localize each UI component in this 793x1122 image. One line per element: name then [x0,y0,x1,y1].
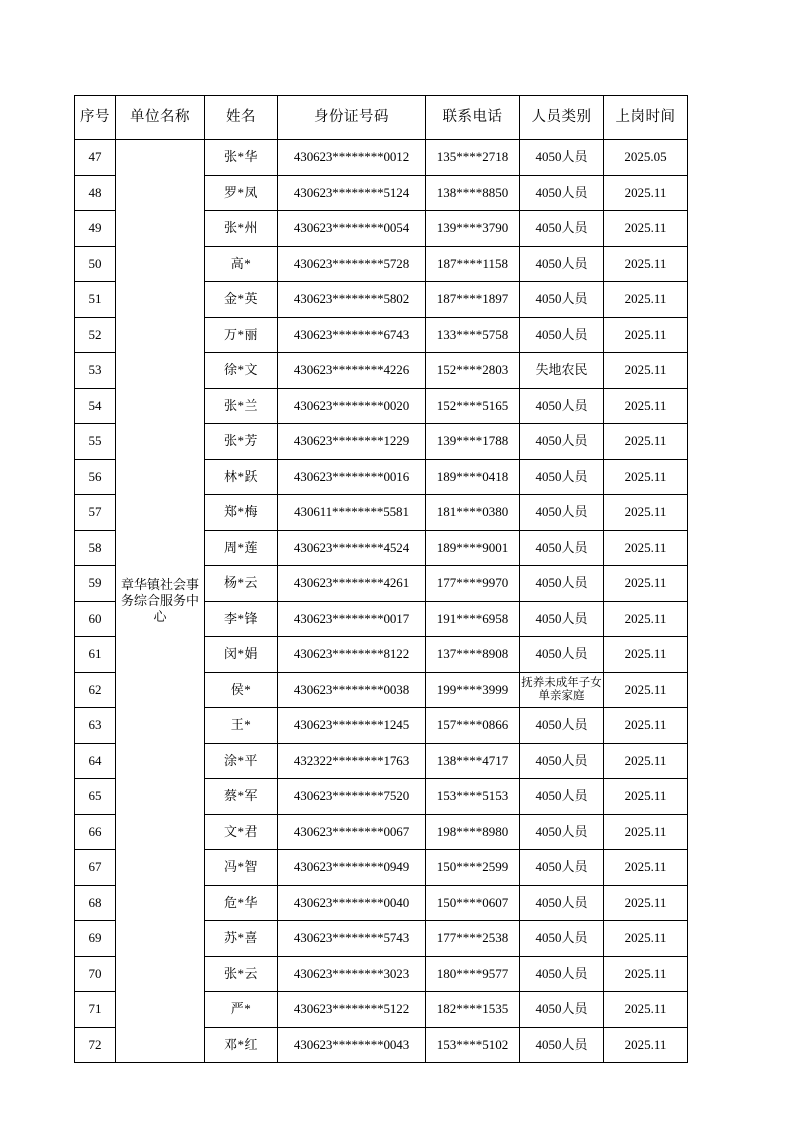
cell-name: 万*丽 [205,317,278,353]
cell-type: 4050人员 [520,530,604,566]
cell-name: 苏*喜 [205,921,278,957]
cell-phone: 139****1788 [426,424,520,460]
cell-date: 2025.11 [604,353,688,389]
cell-date: 2025.05 [604,140,688,176]
cell-id: 430623********5124 [278,175,426,211]
header-id: 身份证号码 [278,96,426,140]
cell-name: 周*莲 [205,530,278,566]
cell-date: 2025.11 [604,672,688,708]
cell-date: 2025.11 [604,495,688,531]
cell-date: 2025.11 [604,992,688,1028]
cell-id: 432322********1763 [278,743,426,779]
cell-phone: 177****9970 [426,566,520,602]
cell-type: 4050人员 [520,637,604,673]
header-phone: 联系电话 [426,96,520,140]
cell-date: 2025.11 [604,530,688,566]
cell-name: 侯* [205,672,278,708]
cell-phone: 135****2718 [426,140,520,176]
cell-id: 430623********0012 [278,140,426,176]
cell-seq: 52 [75,317,116,353]
cell-name: 危*华 [205,885,278,921]
cell-date: 2025.11 [604,743,688,779]
cell-id: 430623********8122 [278,637,426,673]
cell-seq: 64 [75,743,116,779]
cell-name: 罗*凤 [205,175,278,211]
table-header [75,96,688,140]
cell-id: 430623********0020 [278,388,426,424]
cell-date: 2025.11 [604,246,688,282]
cell-seq: 53 [75,353,116,389]
cell-name: 冯*智 [205,850,278,886]
cell-name: 张*云 [205,956,278,992]
header-row [75,96,688,140]
cell-date: 2025.11 [604,708,688,744]
cell-type: 4050人员 [520,282,604,318]
cell-type: 4050人员 [520,246,604,282]
cell-id: 430623********0054 [278,211,426,247]
cell-id: 430623********0038 [278,672,426,708]
cell-name: 金*英 [205,282,278,318]
cell-seq: 72 [75,1027,116,1063]
cell-type: 4050人员 [520,1027,604,1063]
cell-seq: 55 [75,424,116,460]
cell-id: 430623********0017 [278,601,426,637]
cell-type: 4050人员 [520,708,604,744]
cell-phone: 152****2803 [426,353,520,389]
cell-phone: 182****1535 [426,992,520,1028]
cell-seq: 60 [75,601,116,637]
cell-id: 430611********5581 [278,495,426,531]
cell-id: 430623********7520 [278,779,426,815]
cell-name: 林*跃 [205,459,278,495]
cell-seq: 49 [75,211,116,247]
cell-id: 430623********4261 [278,566,426,602]
cell-phone: 138****4717 [426,743,520,779]
cell-seq: 70 [75,956,116,992]
cell-seq: 63 [75,708,116,744]
cell-type: 4050人员 [520,921,604,957]
cell-phone: 180****9577 [426,956,520,992]
cell-type: 4050人员 [520,388,604,424]
header-name: 姓名 [205,96,278,140]
cell-phone: 189****9001 [426,530,520,566]
cell-seq: 56 [75,459,116,495]
cell-type: 4050人员 [520,211,604,247]
cell-date: 2025.11 [604,850,688,886]
cell-name: 张*华 [205,140,278,176]
cell-phone: 139****3790 [426,211,520,247]
cell-phone: 150****0607 [426,885,520,921]
cell-phone: 137****8908 [426,637,520,673]
cell-type: 4050人员 [520,850,604,886]
cell-seq: 57 [75,495,116,531]
cell-id: 430623********1229 [278,424,426,460]
cell-phone: 198****8980 [426,814,520,850]
cell-date: 2025.11 [604,211,688,247]
cell-id: 430623********5122 [278,992,426,1028]
cell-seq: 51 [75,282,116,318]
cell-id: 430623********5802 [278,282,426,318]
cell-phone: 133****5758 [426,317,520,353]
cell-type: 4050人员 [520,566,604,602]
cell-phone: 150****2599 [426,850,520,886]
cell-phone: 187****1897 [426,282,520,318]
cell-type: 抚养未成年子女单亲家庭 [520,672,604,708]
cell-seq: 65 [75,779,116,815]
cell-phone: 191****6958 [426,601,520,637]
cell-name: 郑*梅 [205,495,278,531]
cell-seq: 69 [75,921,116,957]
cell-type: 4050人员 [520,317,604,353]
cell-phone: 138****8850 [426,175,520,211]
cell-seq: 68 [75,885,116,921]
cell-seq: 67 [75,850,116,886]
table-body [75,140,688,1063]
cell-name: 闵*娟 [205,637,278,673]
cell-seq: 61 [75,637,116,673]
cell-date: 2025.11 [604,885,688,921]
cell-name: 高* [205,246,278,282]
cell-type: 4050人员 [520,140,604,176]
roster-table [74,95,688,1063]
cell-name: 邓*红 [205,1027,278,1063]
cell-id: 430623********3023 [278,956,426,992]
roster-table-container [74,95,687,1063]
cell-id: 430623********0949 [278,850,426,886]
cell-id: 430623********0067 [278,814,426,850]
cell-date: 2025.11 [604,779,688,815]
cell-date: 2025.11 [604,317,688,353]
cell-phone: 157****0866 [426,708,520,744]
cell-seq: 59 [75,566,116,602]
cell-name: 严* [205,992,278,1028]
cell-date: 2025.11 [604,424,688,460]
cell-name: 蔡*军 [205,779,278,815]
cell-type: 4050人员 [520,956,604,992]
cell-phone: 177****2538 [426,921,520,957]
cell-type: 4050人员 [520,459,604,495]
cell-type: 4050人员 [520,885,604,921]
header-type: 人员类别 [520,96,604,140]
cell-date: 2025.11 [604,956,688,992]
cell-phone: 152****5165 [426,388,520,424]
cell-date: 2025.11 [604,601,688,637]
cell-seq: 62 [75,672,116,708]
cell-date: 2025.11 [604,814,688,850]
table-row [75,140,688,176]
cell-id: 430623********5743 [278,921,426,957]
cell-type: 4050人员 [520,992,604,1028]
cell-type: 4050人员 [520,424,604,460]
cell-id: 430623********5728 [278,246,426,282]
cell-seq: 48 [75,175,116,211]
cell-type: 4050人员 [520,743,604,779]
cell-id: 430623********4226 [278,353,426,389]
cell-type: 4050人员 [520,175,604,211]
cell-type: 失地农民 [520,353,604,389]
header-seq: 序号 [75,96,116,140]
cell-id: 430623********4524 [278,530,426,566]
cell-date: 2025.11 [604,282,688,318]
cell-type: 4050人员 [520,495,604,531]
cell-seq: 54 [75,388,116,424]
cell-seq: 71 [75,992,116,1028]
cell-name: 王* [205,708,278,744]
cell-phone: 153****5153 [426,779,520,815]
cell-seq: 50 [75,246,116,282]
header-date: 上岗时间 [604,96,688,140]
cell-type: 4050人员 [520,601,604,637]
cell-id: 430623********0043 [278,1027,426,1063]
cell-name: 张*兰 [205,388,278,424]
cell-name: 杨*云 [205,566,278,602]
cell-id: 430623********0016 [278,459,426,495]
cell-date: 2025.11 [604,1027,688,1063]
cell-name: 李*锋 [205,601,278,637]
cell-type: 4050人员 [520,779,604,815]
cell-date: 2025.11 [604,175,688,211]
cell-phone: 153****5102 [426,1027,520,1063]
cell-unit-name: 章华镇社会事务综合服务中心 [116,140,205,1063]
cell-name: 张*芳 [205,424,278,460]
cell-name: 文*君 [205,814,278,850]
cell-phone: 199****3999 [426,672,520,708]
cell-date: 2025.11 [604,566,688,602]
cell-id: 430623********6743 [278,317,426,353]
cell-date: 2025.11 [604,459,688,495]
cell-seq: 66 [75,814,116,850]
cell-phone: 187****1158 [426,246,520,282]
cell-phone: 181****0380 [426,495,520,531]
cell-date: 2025.11 [604,388,688,424]
cell-name: 涂*平 [205,743,278,779]
cell-id: 430623********0040 [278,885,426,921]
cell-date: 2025.11 [604,637,688,673]
header-unit: 单位名称 [116,96,205,140]
cell-type: 4050人员 [520,814,604,850]
cell-name: 张*州 [205,211,278,247]
cell-id: 430623********1245 [278,708,426,744]
cell-seq: 58 [75,530,116,566]
cell-phone: 189****0418 [426,459,520,495]
cell-name: 徐*文 [205,353,278,389]
cell-seq: 47 [75,140,116,176]
cell-date: 2025.11 [604,921,688,957]
